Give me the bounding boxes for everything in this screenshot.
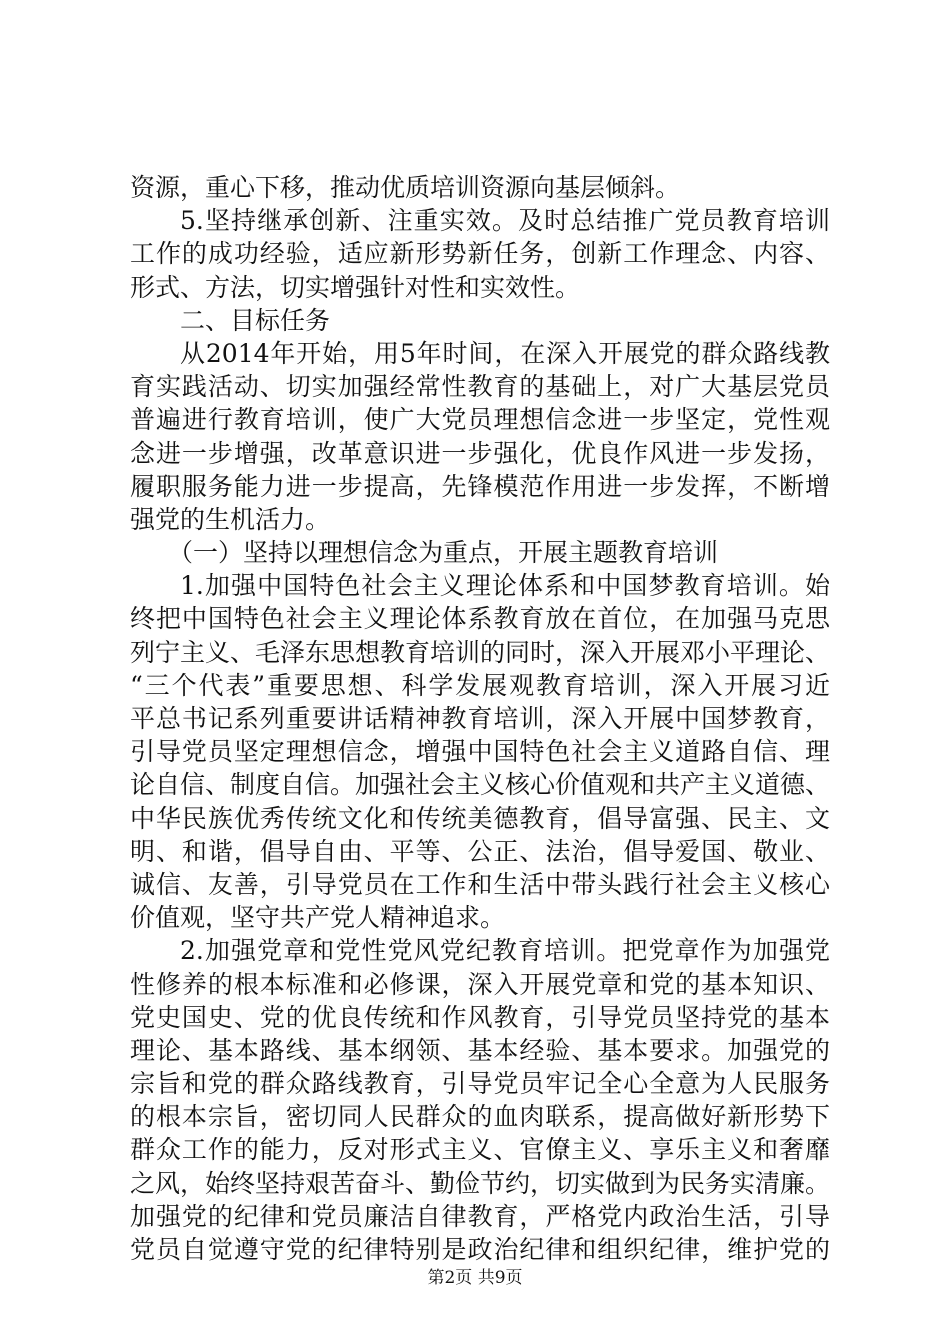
text-line: 终把中国特色社会主义理论体系教育放在首位，在加强马克思 bbox=[130, 604, 830, 634]
text-line: 5.坚持继承创新、注重实效。及时总结推广党员教育培训 bbox=[180, 206, 830, 236]
text-line: 工作的成功经验，适应新形势新任务，创新工作理念、内容、 bbox=[130, 239, 830, 269]
text-line: 育实践活动、切实加强经常性教育的基础上，对广大基层党员 bbox=[130, 372, 830, 402]
text-line: 明、和谐，倡导自由、平等、公正、法治，倡导爱国、敬业、 bbox=[130, 836, 830, 866]
text-line: 群众工作的能力，反对形式主义、官僚主义、享乐主义和奢靡 bbox=[130, 1135, 830, 1165]
text-line: 性修养的根本标准和必修课，深入开展党章和党的基本知识、 bbox=[130, 969, 830, 999]
text-line: 理论、基本路线、基本纲领、基本经验、基本要求。加强党的 bbox=[130, 1035, 830, 1065]
text-line: 平总书记系列重要讲话精神教育培训，深入开展中国梦教育， bbox=[130, 704, 830, 733]
text-line: 论自信、制度自信。加强社会主义核心价值观和共产主义道德、 bbox=[130, 770, 831, 800]
text-line: 履职服务能力进一步提高，先锋模范作用进一步发挥，不断增 bbox=[130, 471, 830, 501]
text-line: “三个代表”重要思想、科学发展观教育培训，深入开展习近 bbox=[130, 670, 830, 700]
text-line: 之风，始终坚持艰苦奋斗、勤俭节约，切实做到为民务实清廉。 bbox=[130, 1168, 831, 1198]
text-line: 形式、方法，切实增强针对性和实效性。 bbox=[130, 272, 581, 302]
text-line: 引导党员坚定理想信念，增强中国特色社会主义道路自信、理 bbox=[130, 737, 830, 767]
text-line: 资源，重心下移，推动优质培训资源向基层倾斜。 bbox=[130, 173, 681, 202]
text-line: 从2014年开始，用5年时间，在深入开展党的群众路线教 bbox=[180, 338, 830, 368]
text-line: 普遍进行教育培训，使广大党员理想信念进一步坚定，党性观 bbox=[130, 405, 830, 435]
text-line: 诚信、友善，引导党员在工作和生活中带头践行社会主义核心 bbox=[130, 869, 830, 899]
text-line: 的根本宗旨，密切同人民群众的血肉联系，提高做好新形势下 bbox=[130, 1102, 830, 1132]
body-text bbox=[130, 171, 830, 1266]
text-line: 党员自觉遵守党的纪律特别是政治纪律和组织纪律，维护党的 bbox=[130, 1235, 830, 1264]
text-line: 2.加强党章和党性党风党纪教育培训。把党章作为加强党 bbox=[180, 936, 830, 966]
text-line: 二、目标任务 bbox=[180, 305, 331, 335]
text-line: 宗旨和党的群众路线教育，引导党员牢记全心全意为人民服务 bbox=[130, 1069, 830, 1099]
text-line: 价值观，坚守共产党人精神追求。 bbox=[130, 903, 506, 933]
text-line: 党史国史、党的优良传统和作风教育，引导党员坚持党的基本 bbox=[130, 1002, 830, 1032]
text-line: 强党的生机活力。 bbox=[130, 504, 331, 534]
text-line: 中华民族优秀传统文化和传统美德教育，倡导富强、民主、文 bbox=[130, 803, 830, 833]
text-line: 1.加强中国特色社会主义理论体系和中国梦教育培训。始 bbox=[180, 571, 830, 601]
text-line: 念进一步增强，改革意识进一步强化，优良作风进一步发扬， bbox=[130, 438, 830, 468]
text-line: 加强党的纪律和党员廉洁自律教育，严格党内政治生活，引导 bbox=[130, 1201, 830, 1231]
text-line: 列宁主义、毛泽东思想教育培训的同时，深入开展邓小平理论、 bbox=[130, 637, 831, 667]
page-footer: 第2页 共9页 bbox=[427, 1268, 523, 1288]
text-line: （一）坚持以理想信念为重点，开展主题教育培训 bbox=[168, 538, 719, 568]
